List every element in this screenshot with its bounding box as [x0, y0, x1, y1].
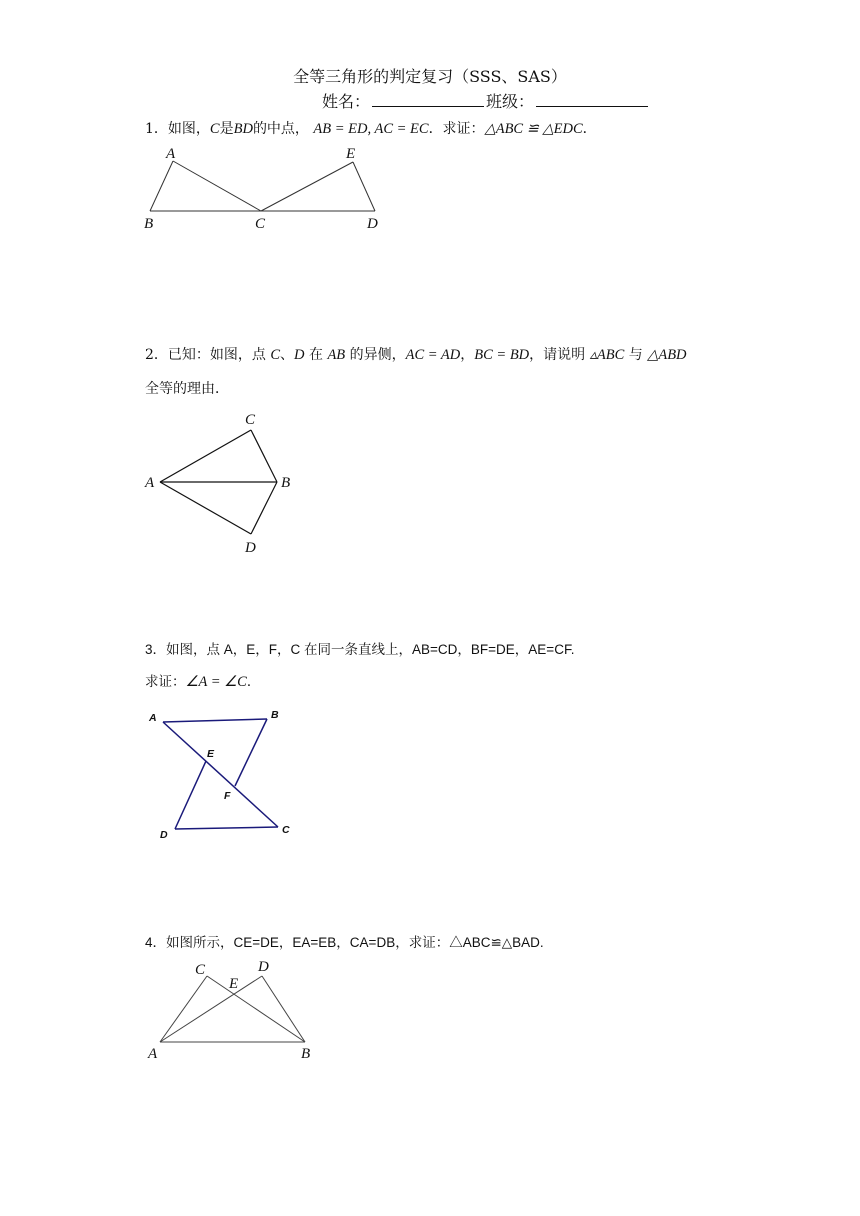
- q1-part: ．: [582, 121, 597, 137]
- q2-math: AB: [327, 347, 346, 363]
- fig3-label-f: F: [224, 790, 231, 802]
- q2-part: 、: [280, 347, 295, 363]
- fig2-label-b: B: [281, 475, 291, 491]
- q2-part: 的异侧，: [345, 347, 406, 363]
- q2-math: C: [270, 347, 281, 363]
- fig4-label-c: C: [195, 962, 206, 978]
- q2-math: AC = AD: [405, 347, 461, 363]
- q3-math: ∠A = ∠C: [185, 674, 247, 690]
- fig1-label-e: E: [346, 146, 356, 162]
- page-title: 全等三角形的判定复习（SSS、SAS）: [293, 67, 567, 86]
- q2-part: ，: [460, 347, 475, 363]
- q3-number: 3．: [145, 642, 167, 657]
- q1-math: C: [209, 121, 220, 137]
- fig4-label-a: A: [148, 1046, 158, 1062]
- fig2-label-c: C: [245, 412, 256, 428]
- fig3-label-a: A: [149, 712, 157, 724]
- q2-number: 2．: [145, 347, 168, 363]
- fig4-label-d: D: [258, 959, 269, 975]
- fig1-label-a: A: [166, 146, 176, 162]
- q1-math: BD: [233, 121, 253, 137]
- q2-part: 已知：如图，点: [167, 347, 271, 363]
- fig1-label-d: D: [367, 216, 378, 232]
- q1-math: AB = ED, AC = EC: [313, 121, 429, 137]
- fig4-label-b: B: [301, 1046, 311, 1062]
- fig3-label-d: D: [160, 829, 168, 841]
- q2-math: BC = BD: [474, 347, 530, 363]
- fig1-label-c: C: [255, 216, 266, 232]
- fig4-label-e: E: [229, 976, 239, 992]
- q3-prefix: 求证：: [145, 674, 186, 689]
- q3-suffix: ．: [246, 674, 261, 689]
- q2-math: △ABD: [647, 347, 687, 363]
- name-label: 姓名：: [322, 92, 371, 111]
- q1-number: 1．: [145, 121, 168, 137]
- class-label: 班级：: [486, 92, 535, 111]
- fig3-label-e: E: [207, 748, 215, 760]
- q2-math: D: [294, 347, 305, 363]
- q3-line1: 如图，点 A，E，F，C 在同一条直线上，AB=CD，BF=DE，AE=CF.: [166, 642, 575, 657]
- q1-part: 如图，: [167, 121, 210, 137]
- fig2-label-a: A: [145, 475, 155, 491]
- q1-part: ．求证：: [428, 121, 485, 137]
- q2-part: 与: [624, 347, 648, 363]
- fig2-label-d: D: [245, 540, 256, 556]
- fig3-label-b: B: [271, 709, 279, 721]
- q1-part: 是: [219, 121, 234, 137]
- question-2-line2: 全等的理由．: [145, 381, 229, 397]
- q2-math: ▵ABC: [589, 347, 625, 363]
- q4-line1: 如图所示，CE=DE，EA=EB，CA=DB，求证：△ABC≌△BAD.: [166, 935, 544, 950]
- q2-part: ，请说明: [529, 347, 590, 363]
- fig3-label-c: C: [282, 824, 290, 836]
- q1-math: △ABC ≌ △EDC: [484, 121, 583, 137]
- q4-number: 4．: [145, 935, 167, 950]
- q2-part: 在: [304, 347, 328, 363]
- q1-part: 的中点，: [252, 121, 309, 137]
- fig1-label-b: B: [144, 216, 154, 232]
